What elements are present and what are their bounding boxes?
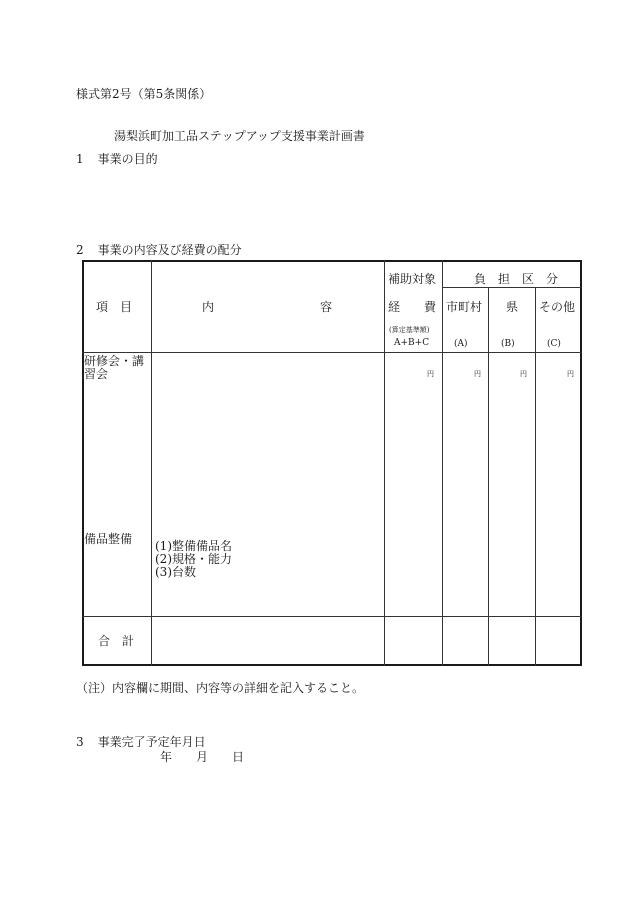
- header-subsidy-note: (算定基準額): [389, 326, 430, 334]
- table-divider: [442, 287, 582, 288]
- yen-unit-pref: 円: [520, 370, 527, 378]
- equipment-item: (2)規格・能力: [155, 552, 232, 566]
- document-title: 湯梨浜町加工品ステップアップ支援事業計画書: [114, 129, 365, 143]
- training-label-1: 研修会・講: [84, 354, 145, 368]
- header-subsidy-formula: A+B+C: [394, 338, 430, 348]
- yen-unit-other: 円: [567, 370, 574, 378]
- header-city-code: (A): [454, 339, 468, 349]
- date-day: 日: [232, 750, 245, 764]
- total-label: 合 計: [98, 634, 135, 648]
- table-divider: [442, 260, 443, 666]
- table-divider: [82, 352, 582, 353]
- equipment-label: 備品整備: [84, 532, 133, 546]
- table-divider: [151, 260, 152, 666]
- section-1-heading: [76, 152, 158, 166]
- header-content-right: 容: [320, 300, 333, 314]
- table-note: （注）内容欄に期間、内容等の詳細を記入すること。: [76, 681, 365, 695]
- header-other-code: (C): [547, 339, 561, 349]
- header-city: 市町村: [446, 300, 483, 314]
- section-2-heading: [76, 243, 242, 257]
- completion-date-line: [160, 750, 244, 764]
- section-3-title: 事業完了予定年月日: [97, 735, 206, 749]
- section-2-number: 2: [76, 243, 84, 257]
- table-divider: [535, 287, 536, 666]
- table-border: [82, 260, 582, 666]
- header-subsidy-top: 補助対象: [388, 272, 437, 286]
- header-burden: 負 担 区 分: [474, 272, 559, 286]
- equipment-item: (1)整備備品名: [155, 539, 232, 553]
- header-content-left: 内: [202, 300, 215, 314]
- yen-unit-subsidy: 円: [427, 370, 434, 378]
- header-item: 項 目: [96, 300, 133, 314]
- section-1-number: 1: [76, 152, 84, 166]
- date-year: 年: [160, 750, 173, 764]
- header-subsidy-mid: 経 費: [388, 300, 437, 314]
- table-divider: [488, 287, 489, 666]
- form-number: 様式第2号（第5条関係）: [76, 87, 212, 101]
- section-1-title: 事業の目的: [97, 152, 158, 166]
- section-3-number: 3: [76, 735, 84, 749]
- training-label-2: 習会: [84, 367, 109, 381]
- date-month: 月: [196, 750, 209, 764]
- table-divider: [384, 260, 385, 666]
- header-other: その他: [539, 300, 576, 314]
- header-pref-code: (B): [501, 339, 515, 349]
- section-2-title: 事業の内容及び経費の配分: [97, 243, 242, 257]
- table-divider: [82, 616, 582, 617]
- section-3-heading: [76, 735, 206, 749]
- equipment-item: (3)台数: [155, 565, 196, 579]
- yen-unit-city: 円: [474, 370, 481, 378]
- expense-table: [82, 260, 582, 666]
- header-pref: 県: [506, 300, 519, 314]
